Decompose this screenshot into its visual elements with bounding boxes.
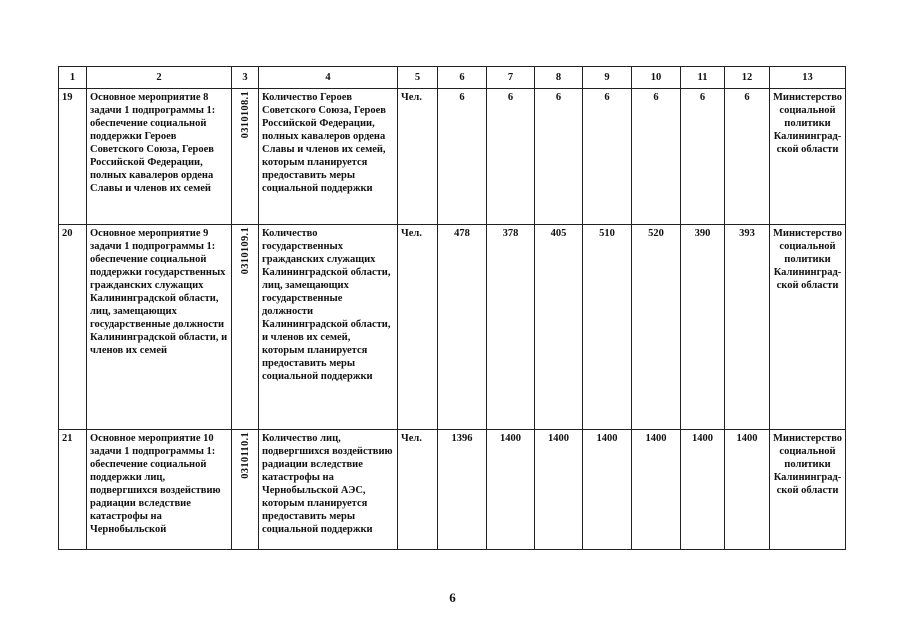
header-cell: 12 [725, 67, 770, 89]
value-cell: 378 [487, 225, 535, 430]
value-cell: 1400 [681, 430, 725, 550]
header-cell: 3 [232, 67, 259, 89]
header-cell: 9 [583, 67, 632, 89]
executor-cell: Министерство социальной политики Калининград-ской области [770, 89, 846, 225]
value-cell: 390 [681, 225, 725, 430]
row-number: 20 [59, 225, 87, 430]
value-cell: 6 [583, 89, 632, 225]
unit-cell: Чел. [398, 89, 438, 225]
header-cell: 7 [487, 67, 535, 89]
value-cell: 6 [725, 89, 770, 225]
code-cell [232, 225, 259, 430]
value-cell: 6 [535, 89, 583, 225]
code-cell [232, 89, 259, 225]
header-cell: 13 [770, 67, 846, 89]
table-row [59, 430, 846, 550]
code-text: 0310110.1 [239, 432, 251, 479]
event-cell: Основное мероприятие 8 задачи 1 подпрограммы 1: обеспечение социальной поддержки Героев Советского Союза, Героев Российской Федерации, полных кавалеров ордена Славы и членов их семей [87, 89, 232, 225]
row-number: 19 [59, 89, 87, 225]
value-cell: 393 [725, 225, 770, 430]
header-row [59, 67, 846, 89]
table-row [59, 225, 846, 430]
value-cell: 405 [535, 225, 583, 430]
header-cell: 1 [59, 67, 87, 89]
value-cell: 1400 [583, 430, 632, 550]
indicators-table [58, 66, 846, 550]
value-cell: 1400 [487, 430, 535, 550]
value-cell: 510 [583, 225, 632, 430]
code-cell [232, 430, 259, 550]
executor-cell: Министерство социальной политики Калининград-ской области [770, 430, 846, 550]
unit-cell: Чел. [398, 225, 438, 430]
code-text: 0310108.1 [239, 91, 251, 139]
code-text: 0310109.1 [239, 227, 251, 275]
event-cell: Основное мероприятие 9 задачи 1 подпрограммы 1: обеспечение социальной поддержки государственных гражданских служащих Калининградской области, лиц, замещающих государственные должности Калининградской области, и членов их семей [87, 225, 232, 430]
row-number: 21 [59, 430, 87, 550]
value-cell: 6 [487, 89, 535, 225]
indicator-cell: Количество Героев Советского Союза, Героев Российской Федерации, полных кавалеров ордена Славы и членов их семей, которым планируется предоставить меры социальной поддержки [259, 89, 398, 225]
table-row [59, 89, 846, 225]
indicator-cell: Количество государственных гражданских служащих Калининградской области, лиц, замещающих государственные должности Калининградской области, и членов их семей, которым планируется предоставить меры социальной поддержки [259, 225, 398, 430]
header-cell: 10 [632, 67, 681, 89]
value-cell: 1396 [438, 430, 487, 550]
header-cell: 8 [535, 67, 583, 89]
value-cell: 6 [632, 89, 681, 225]
page-number: 6 [449, 590, 456, 605]
header-cell: 4 [259, 67, 398, 89]
event-cell: Основное мероприятие 10 задачи 1 подпрограммы 1: обеспечение социальной поддержки лиц, подвергшихся воздействию радиации вследствие катастрофы на Чернобыльской [87, 430, 232, 550]
header-cell: 5 [398, 67, 438, 89]
header-cell: 11 [681, 67, 725, 89]
header-cell: 2 [87, 67, 232, 89]
unit-cell: Чел. [398, 430, 438, 550]
value-cell: 6 [681, 89, 725, 225]
executor-cell: Министерство социальной политики Калининград-ской области [770, 225, 846, 430]
header-cell: 6 [438, 67, 487, 89]
value-cell: 1400 [632, 430, 681, 550]
value-cell: 6 [438, 89, 487, 225]
indicator-cell: Количество лиц, подвергшихся воздействию радиации вследствие катастрофы на Чернобыльской АЭС, которым планируется предоставить меры социальной поддержки [259, 430, 398, 550]
value-cell: 1400 [725, 430, 770, 550]
value-cell: 478 [438, 225, 487, 430]
value-cell: 1400 [535, 430, 583, 550]
value-cell: 520 [632, 225, 681, 430]
